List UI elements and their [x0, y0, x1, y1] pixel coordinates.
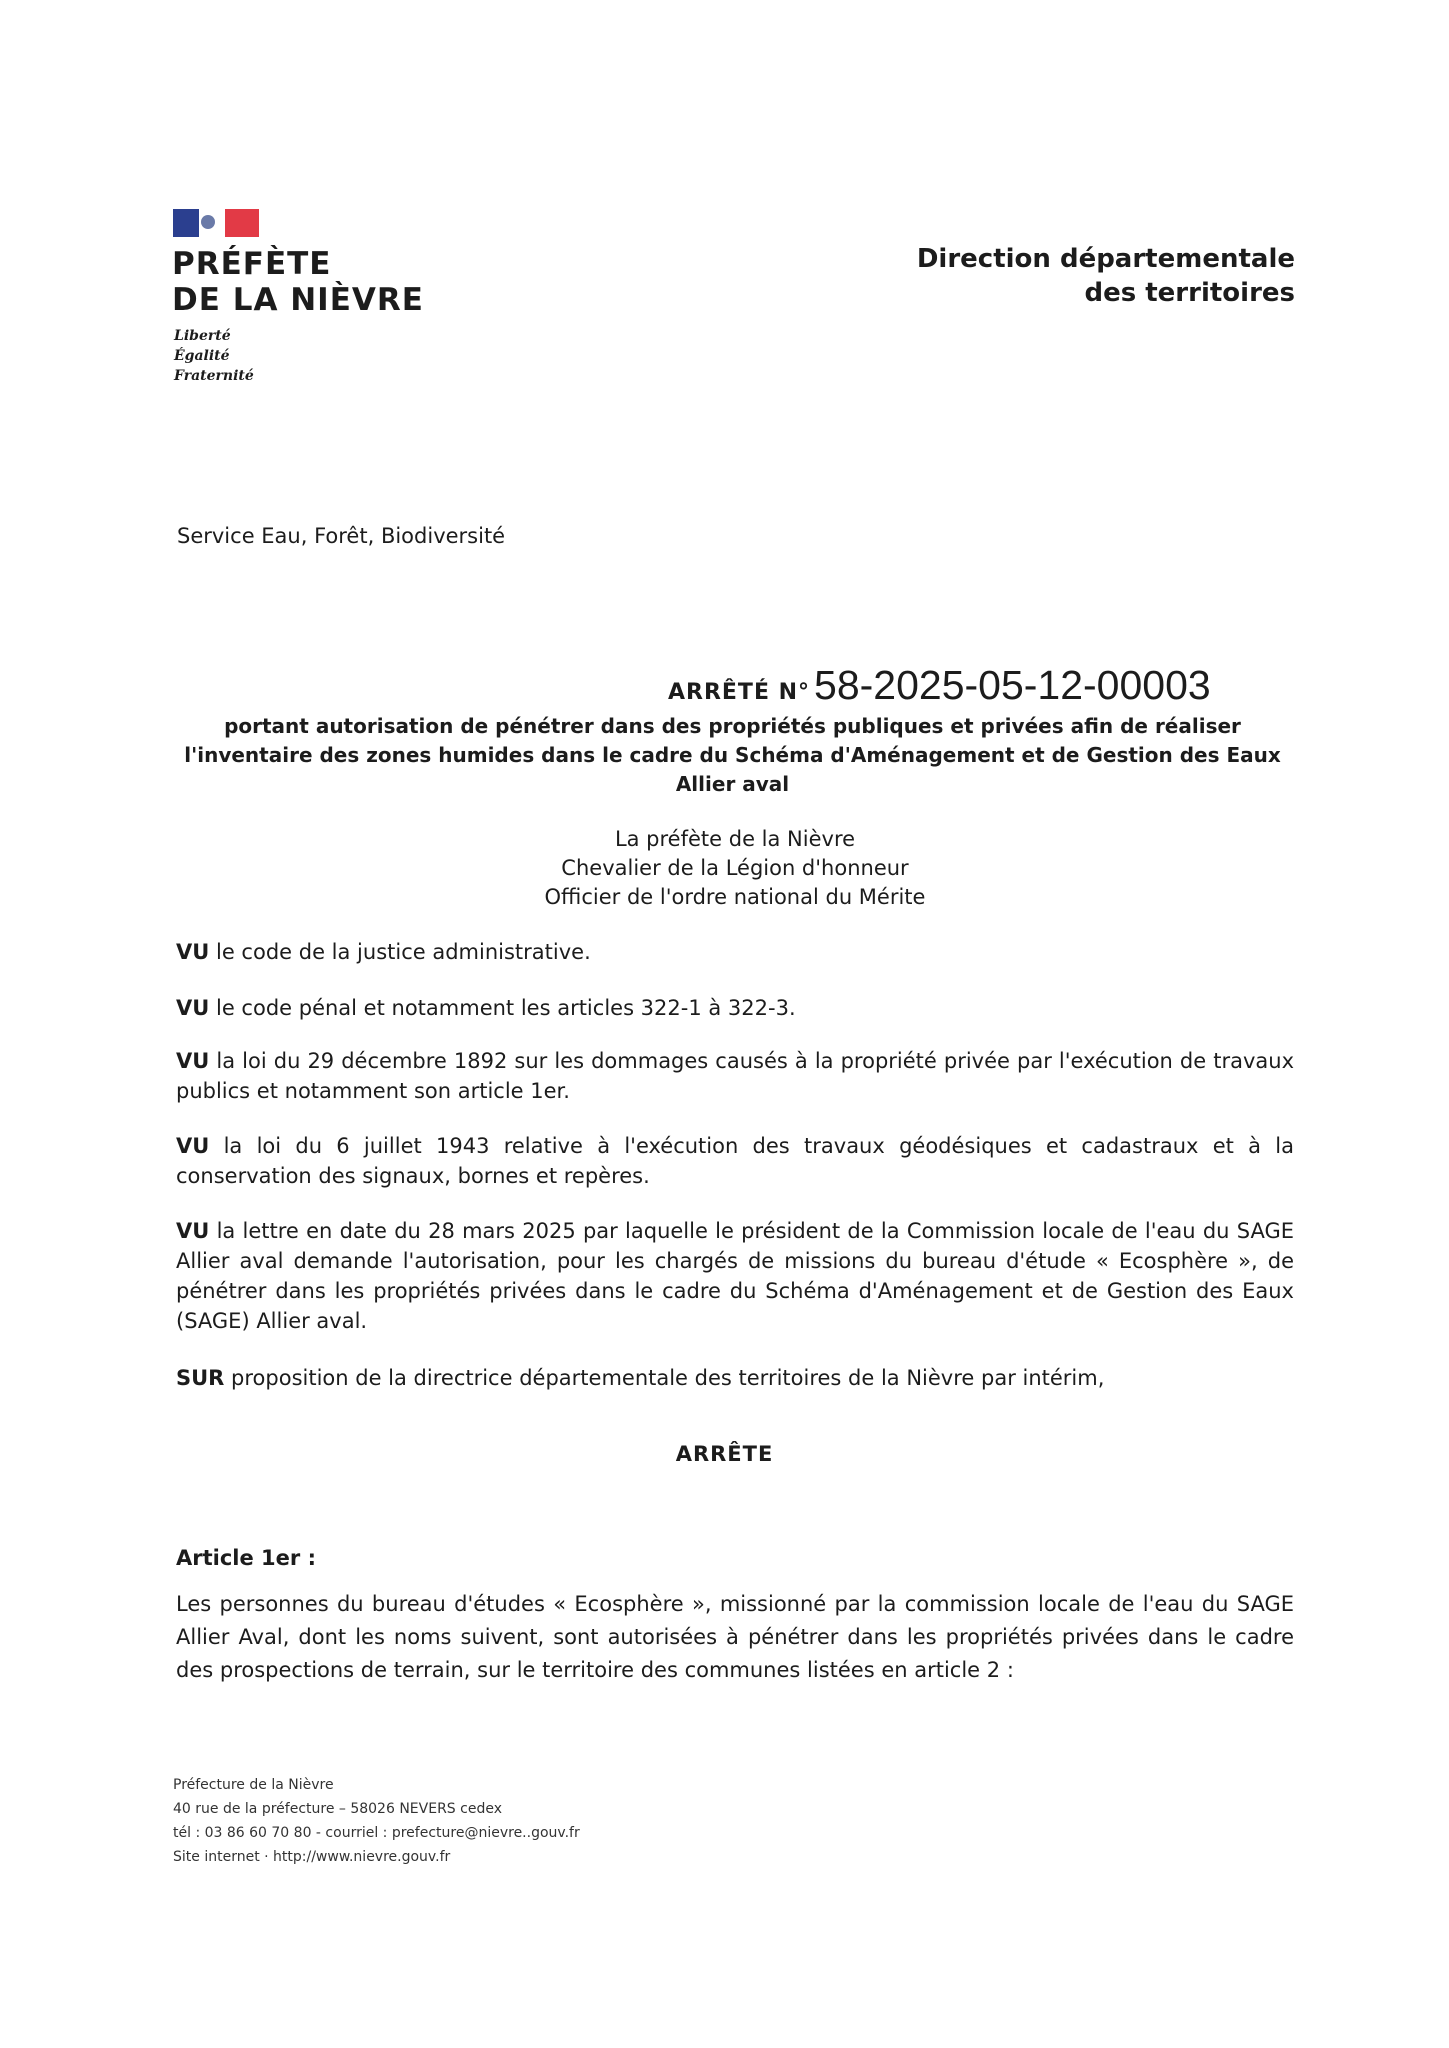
consideration-text: proposition de la directrice départementale des territoires de la Nièvre par intérim,	[231, 1366, 1105, 1390]
arrete-number: 58-2025-05-12-00003	[814, 662, 1211, 708]
prefecture-name	[172, 246, 424, 318]
consideration-text: la lettre en date du 28 mars 2025 par laquelle le président de la Commission locale de l'eau du SAGE Allier aval demande l'autorisation, pour les chargés de missions du bureau d'étude « Ecosphère », de pénétrer dans les propriétés privées dans le cadre du Schéma d'Aménagement et de Gestion des Eaux (SAGE) Allier aval.	[176, 1219, 1294, 1333]
arrete-heading: ARRÊTE	[675, 1442, 774, 1466]
consideration-item	[176, 993, 1294, 1023]
subject-line: Allier aval	[675, 772, 790, 796]
issuing-direction	[917, 242, 1295, 310]
authority-line: Chevalier de la Légion d'honneur	[561, 856, 909, 880]
motto-liberte: Liberté	[174, 328, 231, 344]
page-footer	[173, 1773, 580, 1869]
subject-line: l'inventaire des zones humides dans le cadre du Schéma d'Aménagement et de Gestion des Eaux	[184, 743, 1281, 767]
flag-blue-band	[173, 209, 199, 237]
marianne-profile-icon	[199, 209, 225, 237]
motto-egalite: Égalité	[174, 348, 230, 364]
consideration-keyword: VU	[176, 1219, 210, 1243]
consideration-item	[176, 1131, 1294, 1191]
consideration-text: le code de la justice administrative.	[216, 940, 591, 964]
subject-line: portant autorisation de pénétrer dans des propriétés publiques et privées afin de réaliser	[224, 714, 1241, 738]
consideration-text: le code pénal et notamment les articles 322-1 à 322-3.	[216, 996, 796, 1020]
motto-fraternite: Fraternité	[174, 368, 254, 384]
footer-line: 40 rue de la préfecture – 58026 NEVERS cedex	[173, 1801, 502, 1817]
signing-authority	[460, 825, 1010, 912]
consideration-keyword: VU	[176, 1049, 210, 1073]
arrete-label: ARRÊTÉ N°	[668, 680, 811, 705]
consideration-text: la loi du 6 juillet 1943 relative à l'exécution des travaux géodésiques et cadastraux et à la conservation des signaux, bornes et repères.	[176, 1134, 1294, 1188]
direction-line1: Direction départementale	[916, 244, 1295, 274]
authority-line: La préfète de la Nièvre	[614, 827, 856, 851]
footer-line: Site internet · http://www.nievre.gouv.fr	[173, 1849, 451, 1865]
direction-line2: des territoires	[1084, 278, 1295, 308]
consideration-keyword: VU	[176, 1134, 210, 1158]
consideration-text: la loi du 29 décembre 1892 sur les dommages causés à la propriété privée par l'exécution de travaux publics et notamment son article 1er.	[176, 1049, 1294, 1103]
consideration-item	[176, 937, 1294, 967]
prefecture-name-line1: PRÉFÈTE	[172, 246, 332, 282]
footer-line: tél : 03 86 60 70 80 - courriel : prefecture@nievre..gouv.fr	[173, 1825, 580, 1841]
consideration-keyword: VU	[176, 996, 210, 1020]
article-1-text: Les personnes du bureau d'études « Ecosphère », missionné par la commission locale de l'eau du SAGE Allier Aval, dont les noms suivent, sont autorisées à pénétrer dans les propriétés privées dans le cadre des prospections de terrain, sur le territoire des communes listées en article 2 :	[176, 1592, 1294, 1682]
arrete-title	[668, 662, 1211, 709]
article-1-title: Article 1er :	[176, 1546, 316, 1570]
consideration-item	[176, 1046, 1294, 1106]
republic-motto	[174, 326, 254, 386]
authority-line: Officier de l'ordre national du Mérite	[544, 885, 926, 909]
prefecture-name-line2: DE LA NIÈVRE	[172, 282, 424, 318]
consideration-item	[176, 1363, 1294, 1393]
flag-red-band	[225, 209, 259, 237]
consideration-keyword: SUR	[176, 1366, 225, 1390]
republic-flag-logo	[173, 209, 259, 237]
consideration-keyword: VU	[176, 940, 210, 964]
service-name: Service Eau, Forêt, Biodiversité	[177, 524, 506, 548]
consideration-item	[176, 1216, 1294, 1336]
footer-line: Préfecture de la Nièvre	[173, 1777, 334, 1793]
arrete-subject	[160, 712, 1305, 799]
